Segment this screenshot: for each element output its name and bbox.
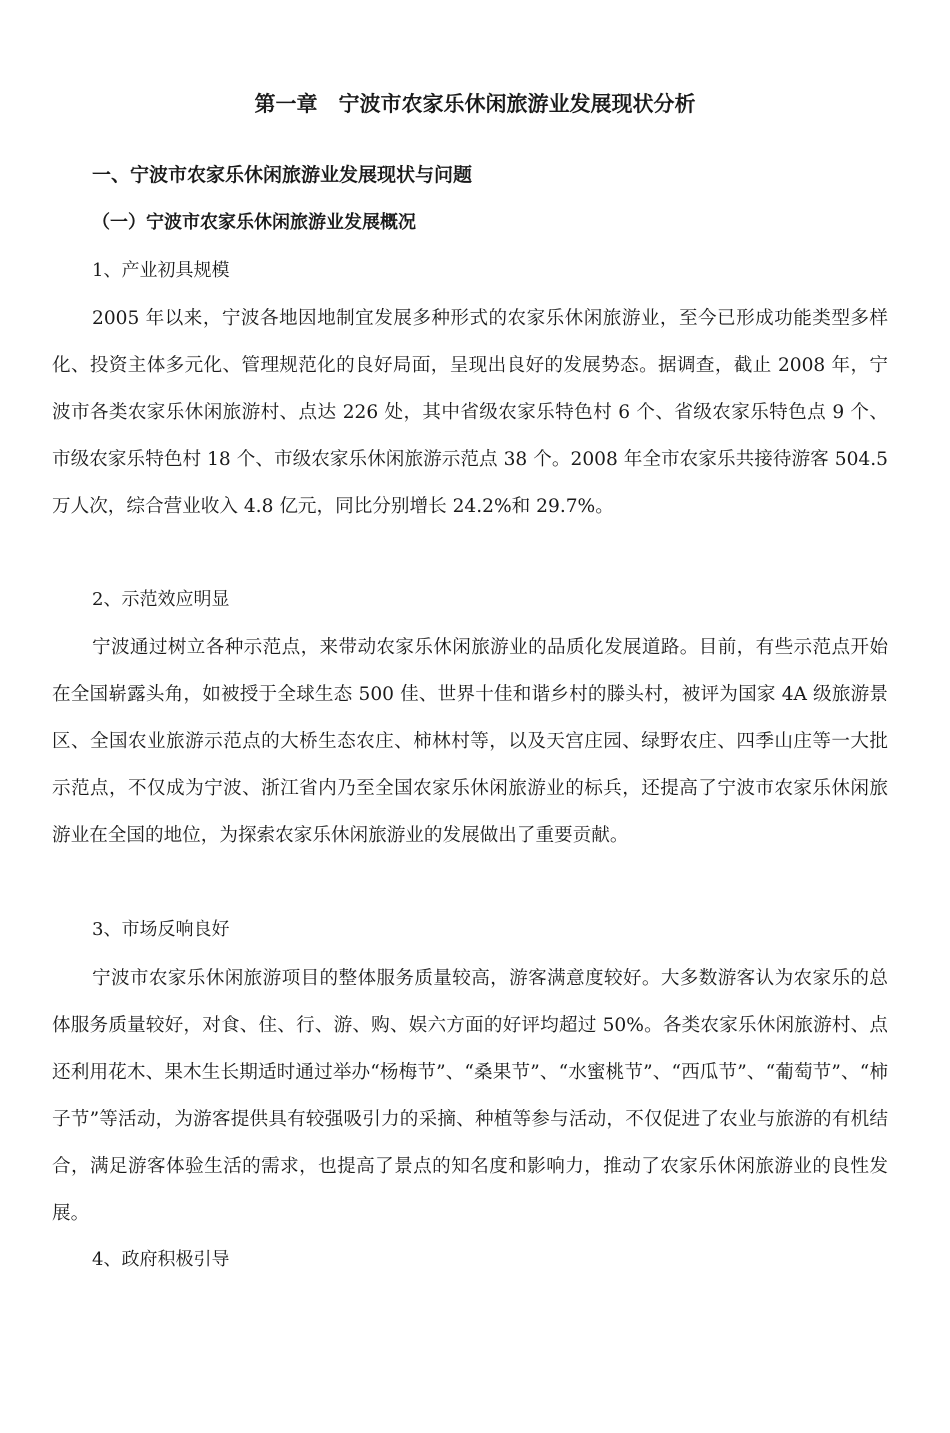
item-paragraph-3: 宁波市农家乐休闲旅游项目的整体服务质量较高，游客满意度较好。大多数游客认为农家乐的总体服务质量较好，对食、住、行、游、购、娱六方面的好评均超过 50%。各类农家乐休闲旅游村、点还利用花木、果木生长期适时通过举办“杨梅节”、“桑果节”、“水蜜桃节”、“西瓜节”、“葡萄节”、“柿子节”等活动，为游客提供具有较强吸引力的采摘、种植等参与活动，不仅促进了农业与旅游的有机结合，满足游客体验生活的需求，也提高了景点的知名度和影响力，推动了农家乐休闲旅游业的良性发展。 <box>52 968 888 1224</box>
item-heading-3: 3、市场反响良好 <box>92 919 230 940</box>
item-heading-2: 2、示范效应明显 <box>92 589 230 610</box>
subsection-title: （一）宁波市农家乐休闲旅游业发展概况 <box>92 212 416 233</box>
section-title: 一、宁波市农家乐休闲旅游业发展现状与问题 <box>92 164 473 186</box>
chapter-title: 第一章 宁波市农家乐休闲旅游业发展现状分析 <box>254 92 696 116</box>
item-heading-1: 1、产业初具规模 <box>92 260 230 281</box>
item-paragraph-1: 2005 年以来，宁波各地因地制宜发展多种形式的农家乐休闲旅游业，至今已形成功能类型多样化、投资主体多元化、管理规范化的良好局面，呈现出良好的发展势态。据调查，截止 2008 年，宁波市各类农家乐休闲旅游村、点达 226 处，其中省级农家乐特色村 6 个、省级农家乐特色点 9 个、市级农家乐特色村 18 个、市级农家乐休闲旅游示范点 38 个。2008 年全市农家乐共接待游客 504.5 万人次，综合营业收入 4.8 亿元，同比分别增长 24.2%和 29.7%。 <box>52 308 888 517</box>
item-paragraph-2: 宁波通过树立各种示范点，来带动农家乐休闲旅游业的品质化发展道路。目前，有些示范点开始在全国崭露头角，如被授于全球生态 500 佳、世界十佳和谐乡村的滕头村，被评为国家 4A 级旅游景区、全国农业旅游示范点的大桥生态农庄、柿林村等，以及天宫庄园、绿野农庄、四季山庄等一大批示范点，不仅成为宁波、浙江省内乃至全国农家乐休闲旅游业的标兵，还提高了宁波市农家乐休闲旅游业在全国的地位，为探索农家乐休闲旅游业的发展做出了重要贡献。 <box>52 637 888 846</box>
item-heading-4: 4、政府积极引导 <box>92 1249 230 1270</box>
